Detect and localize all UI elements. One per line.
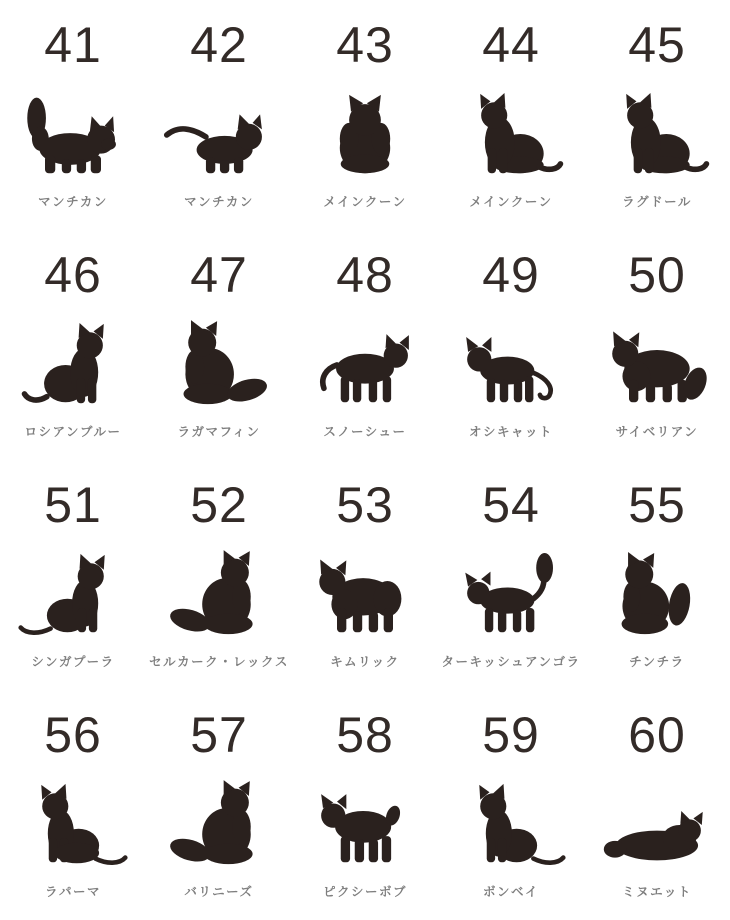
cat-sitting-fluffy-tail-up-left-icon [598,545,716,639]
breed-number: 57 [190,707,248,763]
breed-name-label: ロシアンブルー [24,425,122,439]
breed-name-label: ボンベイ [482,885,539,899]
cat-sitting-long-tail-left-icon [452,775,570,869]
breed-number: 56 [44,707,102,763]
breed-name-label: オシキャット [468,425,553,439]
breed-name-label: マンチカン [38,195,108,209]
breed-name-label: ラパーマ [44,885,101,899]
breed-cell [0,0,146,230]
breed-number: 49 [482,247,540,303]
breed-cell [0,460,146,690]
cat-standing-short-legs-tail-up-icon [14,85,132,179]
breed-name-label: ミヌエット [622,885,692,899]
cat-sitting-tail-right-ground-icon [14,775,132,869]
breed-number: 58 [336,707,394,763]
cat-standing-fluffy-left-icon [598,315,716,409]
breed-cell [0,690,146,920]
breed-cell [292,230,438,460]
cat-lying-right-icon [598,775,716,869]
cat-walking-left-plume-tail-icon [452,545,570,639]
cat-standing-fluffy-bobtail-left-icon [306,545,424,639]
breed-name-label: ラグドール [622,195,692,209]
breed-name-label: バリニーズ [184,885,254,899]
breed-number: 51 [44,477,102,533]
cat-sitting-fluffy-tail-left-icon [160,545,278,639]
breed-cell [438,0,584,230]
breed-cell [146,230,292,460]
breed-cell [292,690,438,920]
breed-cell [584,230,730,460]
breed-cell [292,460,438,690]
breed-name-label: セルカーク・レックス [149,655,289,669]
breed-name-label: メインクーン [323,195,407,209]
breed-number: 42 [190,17,248,73]
breed-number: 48 [336,247,394,303]
breed-name-label: ピクシーボブ [322,885,407,899]
breed-cell [146,690,292,920]
breed-name-label: チンチラ [629,655,685,669]
breed-cell [146,460,292,690]
cat-sitting-fluffy-tail-right-icon [160,315,278,409]
cat-prowling-left-tail-sweep-icon [452,315,570,409]
cat-walking-right-tail-curl-icon [306,315,424,409]
cat-crouching-long-tail-icon [160,85,278,179]
cat-sitting-fluffy-front-icon [306,85,424,179]
cat-sitting-long-tail-right-icon [14,545,132,639]
breed-number: 53 [336,477,394,533]
breed-number: 50 [628,247,686,303]
cat-walking-left-bobtail-icon [306,775,424,869]
cat-sitting-fluffy-left-icon [598,85,716,179]
breed-number: 43 [336,17,394,73]
breed-number: 44 [482,17,540,73]
cat-sitting-fluffy-tail-left-icon [160,775,278,869]
breed-name-label: マンチカン [184,195,254,209]
breed-cell [438,460,584,690]
breed-cell [292,0,438,230]
cat-sitting-profile-right-icon [14,315,132,409]
breed-cell [584,0,730,230]
breed-number: 46 [44,247,102,303]
breed-name-label: メインクーン [469,195,553,209]
breed-cell [0,230,146,460]
breed-cell [438,230,584,460]
breed-number: 60 [628,707,686,763]
breed-name-label: ターキッシュアンゴラ [441,655,581,669]
breed-cell [584,690,730,920]
breed-cell [438,690,584,920]
cat-sitting-fluffy-left-icon [452,85,570,179]
breed-number: 41 [44,17,102,73]
breed-number: 54 [482,477,540,533]
breed-cell [584,460,730,690]
breed-name-label: シンガプーラ [31,655,115,669]
breed-name-label: サイベリアン [615,425,699,439]
breed-number: 59 [482,707,540,763]
breed-number: 47 [190,247,248,303]
breed-name-label: キムリック [330,655,400,669]
breed-name-label: ラガマフィン [177,425,261,439]
breed-cell [146,0,292,230]
breed-number: 55 [628,477,686,533]
breed-name-label: スノーシュー [323,425,407,439]
breed-number: 45 [628,17,686,73]
breed-number: 52 [190,477,248,533]
